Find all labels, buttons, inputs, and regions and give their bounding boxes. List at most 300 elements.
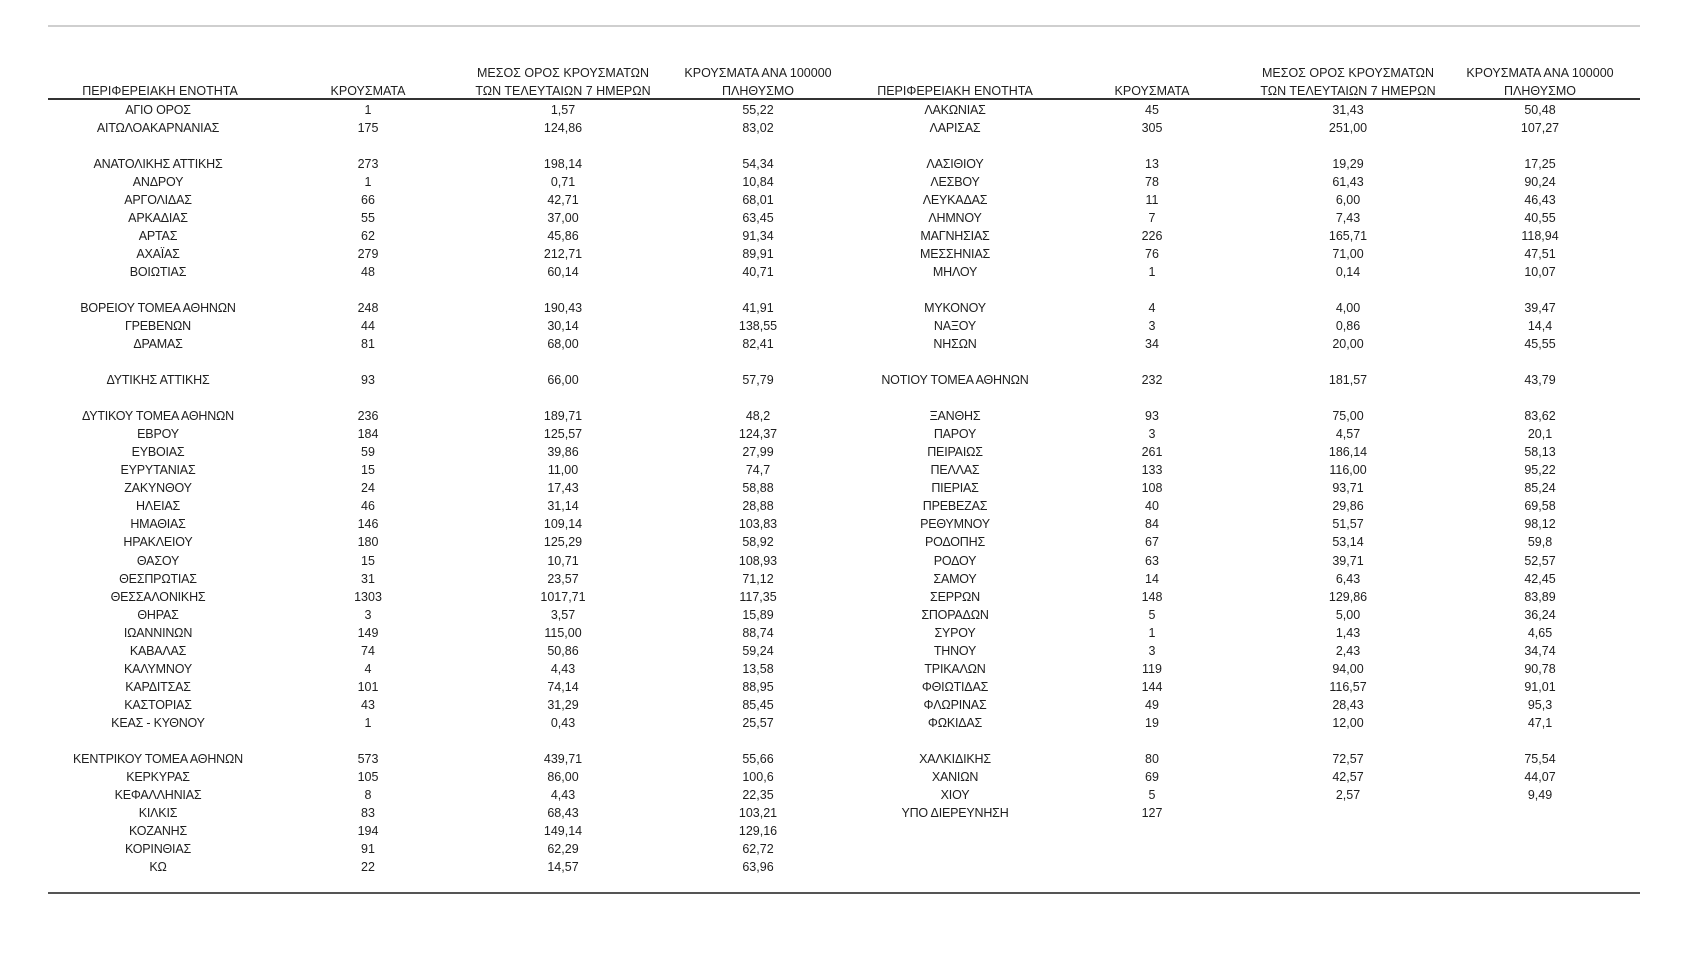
left-cell-avg7: 39,86	[547, 445, 579, 460]
right-cell-cases: 78	[1145, 175, 1159, 190]
right-cell-name: ΜΕΣΣΗΝΙΑΣ	[920, 247, 990, 262]
right-cell-per100k: 83,89	[1524, 589, 1556, 604]
left-cell-cases: 1	[364, 175, 372, 190]
right-cell-avg7: 29,86	[1332, 499, 1364, 514]
left-cell-name: ΚΙΛΚΙΣ	[138, 805, 178, 820]
left-header-region: ΠΕΡΙΦΕΡΕΙΑΚΗ ΕΝΟΤΗΤΑ	[82, 84, 238, 98]
left-cell-cases: 43	[361, 697, 375, 712]
right-cell-avg7: 165,71	[1328, 229, 1368, 244]
right-cell-per100k: 46,43	[1524, 193, 1556, 208]
right-cell-cases: 305	[1141, 121, 1163, 136]
left-cell-name: ΑΡΚΑΔΙΑΣ	[128, 211, 188, 226]
left-cell-per100k: 83,02	[742, 121, 774, 136]
left-cell-per100k: 63,45	[742, 211, 774, 226]
right-cell-cases: 3	[1148, 643, 1156, 658]
right-cell-name: ΛΑΣΙΘΙΟΥ	[926, 157, 984, 172]
left-cell-cases: 8	[364, 787, 372, 802]
right-cell-name: ΧΙΟΥ	[940, 787, 970, 802]
left-cell-name: ΘΗΡΑΣ	[137, 607, 179, 622]
right-cell-name: ΥΠΟ ΔΙΕΡΕΥΝΗΣΗ	[901, 805, 1009, 820]
left-cell-cases: 31	[361, 571, 375, 586]
left-cell-cases: 236	[357, 409, 379, 424]
right-cell-name: ΣΥΡΟΥ	[934, 625, 976, 640]
right-cell-avg7: 71,00	[1332, 247, 1364, 262]
right-cell-name: ΠΕΙΡΑΙΩΣ	[927, 445, 983, 460]
right-cell-cases: 13	[1145, 157, 1159, 172]
right-cell-name: ΤΗΝΟΥ	[933, 643, 977, 658]
right-cell-avg7: 251,00	[1328, 121, 1368, 136]
right-cell-cases: 1	[1148, 265, 1156, 280]
right-cell-per100k: 58,13	[1524, 445, 1556, 460]
right-cell-name: ΛΗΜΝΟΥ	[928, 211, 982, 226]
right-cell-name: ΡΟΔΟΥ	[933, 553, 977, 568]
right-cell-name: ΝΗΣΩΝ	[933, 337, 977, 352]
left-cell-name: ΘΕΣΠΡΩΤΙΑΣ	[119, 571, 197, 586]
right-cell-cases: 19	[1145, 715, 1159, 730]
left-cell-per100k: 59,24	[742, 643, 774, 658]
left-header-per100k-line2: ΠΛΗΘΥΣΜΟ	[722, 84, 794, 98]
right-cell-cases: 261	[1141, 445, 1163, 460]
left-cell-cases: 48	[361, 265, 375, 280]
right-cell-name: ΝΑΞΟΥ	[933, 319, 977, 334]
right-cell-name: ΠΕΛΛΑΣ	[930, 463, 980, 478]
right-cell-per100k: 47,1	[1527, 715, 1553, 730]
right-cell-avg7: 2,57	[1335, 787, 1361, 802]
left-cell-name: ΚΑΡΔΙΤΣΑΣ	[125, 679, 191, 694]
right-cell-name: ΠΙΕΡΙΑΣ	[931, 481, 979, 496]
right-cell-per100k: 45,55	[1524, 337, 1556, 352]
right-cell-per100k: 20,1	[1527, 427, 1553, 442]
right-cell-per100k: 59,8	[1527, 535, 1553, 550]
right-cell-avg7: 129,86	[1328, 589, 1368, 604]
right-cell-avg7: 94,00	[1332, 661, 1364, 676]
left-cell-name: ΚΑΣΤΟΡΙΑΣ	[124, 697, 192, 712]
right-cell-name: ΠΡΕΒΕΖΑΣ	[922, 499, 988, 514]
left-cell-per100k: 88,95	[742, 679, 774, 694]
left-cell-avg7: 42,71	[547, 193, 579, 208]
left-cell-avg7: 37,00	[547, 211, 579, 226]
left-cell-name: ΕΥΒΟΙΑΣ	[131, 445, 185, 460]
left-cell-per100k: 15,89	[742, 607, 774, 622]
left-cell-avg7: 14,57	[547, 859, 579, 874]
left-cell-per100k: 28,88	[742, 499, 774, 514]
right-cell-cases: 7	[1148, 211, 1156, 226]
left-cell-name: ΚΕΝΤΡΙΚΟΥ ΤΟΜΕΑ ΑΘΗΝΩΝ	[73, 751, 243, 766]
left-cell-per100k: 85,45	[742, 697, 774, 712]
left-cell-cases: 101	[357, 679, 379, 694]
right-cell-name: ΜΑΓΝΗΣΙΑΣ	[920, 229, 990, 244]
right-cell-per100k: 10,07	[1524, 265, 1556, 280]
left-cell-cases: 62	[361, 229, 375, 244]
right-cell-name: ΜΥΚΟΝΟΥ	[924, 301, 986, 316]
right-cell-avg7: 75,00	[1332, 409, 1364, 424]
left-cell-name: ΗΛΕΙΑΣ	[135, 499, 181, 514]
right-cell-per100k: 75,54	[1524, 751, 1556, 766]
left-cell-cases: 3	[364, 607, 372, 622]
left-cell-avg7: 30,14	[547, 319, 579, 334]
left-cell-avg7: 74,14	[547, 679, 579, 694]
left-cell-name: ΔΡΑΜΑΣ	[133, 337, 183, 352]
right-cell-avg7: 31,43	[1332, 103, 1364, 117]
left-cell-per100k: 25,57	[742, 715, 774, 730]
right-cell-name: ΦΘΙΩΤΙΔΑΣ	[921, 679, 989, 694]
left-cell-per100k: 13,58	[742, 661, 774, 676]
right-cell-name: ΛΑΡΙΣΑΣ	[929, 121, 981, 136]
left-cell-per100k: 117,35	[739, 589, 777, 604]
left-cell-per100k: 108,93	[738, 553, 778, 568]
left-cell-avg7: 10,71	[547, 553, 579, 568]
left-cell-per100k: 40,71	[742, 265, 774, 280]
right-cell-name: ΤΡΙΚΑΛΩΝ	[924, 661, 986, 676]
left-cell-cases: 105	[357, 769, 379, 784]
right-cell-cases: 108	[1141, 481, 1163, 496]
left-cell-name: ΚΑΒΑΛΑΣ	[129, 643, 187, 658]
left-cell-cases: 44	[361, 319, 375, 334]
right-cell-per100k: 90,78	[1524, 661, 1556, 676]
right-cell-cases: 80	[1145, 751, 1159, 766]
left-cell-per100k: 89,91	[742, 247, 774, 262]
right-cell-cases: 4	[1148, 301, 1156, 316]
left-cell-avg7: 68,43	[547, 805, 579, 820]
left-cell-per100k: 138,55	[738, 319, 778, 334]
left-cell-per100k: 10,84	[742, 175, 774, 190]
left-cell-name: ΘΕΣΣΑΛΟΝΙΚΗΣ	[110, 589, 206, 604]
right-cell-per100k: 47,51	[1524, 247, 1556, 262]
left-cell-name: ΚΟΖΑΝΗΣ	[128, 823, 188, 838]
left-cell-avg7: 86,00	[547, 769, 579, 784]
left-cell-cases: 46	[361, 499, 375, 514]
left-cell-name: ΖΑΚΥΝΘΟΥ	[124, 481, 192, 496]
right-cell-cases: 49	[1145, 697, 1159, 712]
left-cell-name: ΑΙΤΩΛΟΑΚΑΡΝΑΝΙΑΣ	[96, 121, 220, 136]
left-cell-name: ΑΡΓΟΛΙΔΑΣ	[124, 193, 192, 208]
right-cell-avg7: 5,00	[1335, 607, 1361, 622]
right-cell-per100k: 52,57	[1524, 553, 1556, 568]
right-cell-avg7: 4,00	[1335, 301, 1361, 316]
right-header-cases: ΚΡΟΥΣΜΑΤΑ	[1114, 84, 1190, 98]
left-cell-avg7: 4,43	[550, 787, 576, 802]
left-cell-name: ΑΓΙΟ ΟΡΟΣ	[125, 103, 191, 117]
right-cell-avg7: 6,43	[1335, 571, 1361, 586]
right-cell-name: ΣΕΡΡΩΝ	[930, 589, 980, 604]
left-cell-avg7: 68,00	[547, 337, 579, 352]
right-cell-per100k: 42,45	[1524, 571, 1556, 586]
right-cell-name: ΛΕΥΚΑΔΑΣ	[922, 193, 988, 208]
left-cell-cases: 149	[357, 625, 379, 640]
right-cell-name: ΛΑΚΩΝΙΑΣ	[924, 103, 986, 117]
right-cell-cases: 11	[1145, 193, 1159, 208]
right-cell-name: ΠΑΡΟΥ	[933, 427, 977, 442]
right-cell-per100k: 9,49	[1527, 787, 1553, 802]
right-cell-avg7: 116,00	[1329, 463, 1367, 478]
left-cell-avg7: 45,86	[547, 229, 579, 244]
right-cell-per100k: 95,22	[1524, 463, 1556, 478]
right-cell-per100k: 107,27	[1520, 121, 1560, 136]
right-cell-cases: 148	[1141, 589, 1163, 604]
right-cell-cases: 14	[1145, 571, 1159, 586]
right-cell-per100k: 85,24	[1524, 481, 1556, 496]
right-cell-name: ΣΑΜΟΥ	[933, 571, 977, 586]
right-cell-name: ΧΑΝΙΩΝ	[931, 769, 979, 784]
left-cell-avg7: 189,71	[543, 409, 583, 424]
left-cell-per100k: 68,01	[742, 193, 774, 208]
right-cell-cases: 93	[1145, 409, 1159, 424]
left-cell-avg7: 0,43	[550, 715, 576, 730]
left-cell-cases: 1303	[354, 589, 382, 604]
right-cell-cases: 63	[1145, 553, 1159, 568]
left-cell-name: ΒΟΡΕΙΟΥ ΤΟΜΕΑ ΑΘΗΝΩΝ	[80, 301, 236, 316]
left-cell-avg7: 212,71	[543, 247, 583, 262]
right-cell-avg7: 39,71	[1332, 553, 1364, 568]
left-cell-cases: 1	[364, 103, 372, 117]
right-cell-per100k: 39,47	[1524, 301, 1556, 316]
left-cell-cases: 91	[361, 841, 375, 856]
right-header-per100k-line2: ΠΛΗΘΥΣΜΟ	[1504, 84, 1576, 98]
right-cell-name: ΡΕΘΥΜΝΟΥ	[920, 517, 990, 532]
left-cell-cases: 15	[361, 463, 375, 478]
left-cell-name: ΗΜΑΘΙΑΣ	[130, 517, 186, 532]
left-cell-name: ΔΥΤΙΚΟΥ ΤΟΜΕΑ ΑΘΗΝΩΝ	[81, 409, 235, 424]
left-header-avg-line1: ΜΕΣΟΣ ΟΡΟΣ ΚΡΟΥΣΜΑΤΩΝ	[476, 66, 650, 80]
right-cell-per100k: 98,12	[1524, 517, 1556, 532]
right-cell-cases: 232	[1141, 373, 1163, 388]
right-cell-cases: 5	[1148, 607, 1156, 622]
right-cell-name: ΦΩΚΙΔΑΣ	[927, 715, 983, 730]
right-cell-per100k: 14,4	[1527, 319, 1553, 334]
left-cell-per100k: 57,79	[742, 373, 774, 388]
left-cell-cases: 4	[364, 661, 372, 676]
right-cell-cases: 144	[1141, 679, 1163, 694]
left-cell-name: ΔΥΤΙΚΗΣ ΑΤΤΙΚΗΣ	[106, 373, 210, 388]
left-cell-name: ΑΝΑΤΟΛΙΚΗΣ ΑΤΤΙΚΗΣ	[93, 157, 223, 172]
right-cell-per100k: 95,3	[1527, 697, 1553, 712]
left-cell-cases: 279	[357, 247, 379, 262]
left-cell-per100k: 58,92	[742, 535, 774, 550]
left-cell-name: ΑΝΔΡΟΥ	[132, 175, 184, 190]
right-cell-avg7: 0,14	[1335, 265, 1361, 280]
right-cell-avg7: 7,43	[1335, 211, 1361, 226]
left-cell-avg7: 0,71	[550, 175, 576, 190]
right-cell-name: ΞΑΝΘΗΣ	[929, 409, 981, 424]
bottom-divider	[48, 892, 1640, 894]
right-cell-name: ΦΛΩΡΙΝΑΣ	[923, 697, 987, 712]
right-cell-per100k: 40,55	[1524, 211, 1556, 226]
top-divider	[48, 25, 1640, 27]
right-cell-cases: 119	[1142, 661, 1162, 676]
right-cell-cases: 34	[1145, 337, 1159, 352]
left-cell-cases: 273	[357, 157, 379, 172]
left-cell-avg7: 50,86	[547, 643, 579, 658]
right-cell-cases: 84	[1145, 517, 1159, 532]
left-cell-cases: 83	[361, 805, 375, 820]
left-cell-per100k: 27,99	[742, 445, 774, 460]
left-cell-cases: 66	[361, 193, 375, 208]
right-cell-avg7: 53,14	[1332, 535, 1364, 550]
left-cell-avg7: 31,14	[547, 499, 579, 514]
right-header-region: ΠΕΡΙΦΕΡΕΙΑΚΗ ΕΝΟΤΗΤΑ	[877, 84, 1033, 98]
left-cell-per100k: 41,91	[742, 301, 774, 316]
left-cell-avg7: 125,29	[543, 535, 583, 550]
right-cell-cases: 1	[1148, 625, 1156, 640]
right-cell-cases: 3	[1148, 427, 1156, 442]
right-cell-per100k: 17,25	[1524, 157, 1556, 172]
left-cell-cases: 573	[357, 751, 379, 766]
right-cell-name: ΧΑΛΚΙΔΙΚΗΣ	[919, 751, 991, 766]
left-cell-name: ΑΡΤΑΣ	[138, 229, 178, 244]
left-cell-avg7: 124,86	[543, 121, 583, 136]
right-cell-avg7: 42,57	[1332, 769, 1364, 784]
right-cell-per100k: 83,62	[1524, 409, 1556, 424]
left-cell-per100k: 71,12	[742, 571, 774, 586]
left-cell-name: ΕΒΡΟΥ	[137, 427, 179, 442]
left-cell-avg7: 62,29	[547, 841, 579, 856]
left-cell-cases: 81	[361, 337, 375, 352]
left-cell-avg7: 439,71	[543, 751, 583, 766]
left-cell-cases: 15	[361, 553, 375, 568]
left-cell-per100k: 124,37	[738, 427, 778, 442]
right-cell-avg7: 72,57	[1332, 751, 1364, 766]
left-cell-cases: 194	[357, 823, 379, 838]
left-cell-cases: 74	[361, 643, 375, 658]
left-cell-avg7: 17,43	[547, 481, 579, 496]
left-cell-per100k: 74,7	[745, 463, 771, 478]
right-cell-cases: 226	[1141, 229, 1163, 244]
left-cell-name: ΚΩ	[149, 859, 167, 874]
left-cell-avg7: 190,43	[543, 301, 583, 316]
right-cell-cases: 127	[1141, 805, 1163, 820]
left-cell-cases: 180	[357, 535, 379, 550]
right-cell-avg7: 61,43	[1332, 175, 1364, 190]
right-cell-name: ΜΗΛΟΥ	[932, 265, 978, 280]
right-cell-avg7: 116,57	[1329, 679, 1367, 694]
right-cell-avg7: 2,43	[1335, 643, 1361, 658]
left-cell-per100k: 63,96	[742, 859, 774, 874]
left-cell-per100k: 88,74	[742, 625, 774, 640]
left-cell-name: ΚΕΑΣ - ΚΥΘΝΟΥ	[111, 715, 205, 730]
left-cell-cases: 55	[361, 211, 375, 226]
right-cell-per100k: 50,48	[1524, 103, 1556, 117]
left-cell-avg7: 198,14	[543, 157, 583, 172]
left-cell-avg7: 66,00	[547, 373, 579, 388]
left-cell-cases: 146	[357, 517, 379, 532]
right-header-per100k-line1: ΚΡΟΥΣΜΑΤΑ ΑΝΑ 100000	[1466, 66, 1614, 80]
left-cell-name: ΑΧΑΪΑΣ	[136, 247, 180, 262]
right-cell-avg7: 6,00	[1335, 193, 1361, 208]
right-cell-per100k: 4,65	[1527, 625, 1553, 640]
left-cell-per100k: 62,72	[742, 841, 774, 856]
left-cell-name: ΚΑΛΥΜΝΟΥ	[124, 661, 192, 676]
right-cell-per100k: 90,24	[1524, 175, 1556, 190]
right-cell-cases: 45	[1145, 103, 1159, 117]
left-cell-name: ΙΩΑΝΝΙΝΩΝ	[123, 625, 193, 640]
left-cell-per100k: 22,35	[742, 787, 774, 802]
right-cell-avg7: 28,43	[1332, 697, 1364, 712]
left-cell-avg7: 1,57	[550, 103, 576, 117]
left-cell-avg7: 23,57	[547, 571, 579, 586]
right-cell-cases: 133	[1141, 463, 1163, 478]
left-cell-cases: 248	[357, 301, 379, 316]
left-header-avg-line2: ΤΩΝ ΤΕΛΕΥΤΑΙΩΝ 7 ΗΜΕΡΩΝ	[475, 84, 651, 98]
left-cell-name: ΚΕΡΚΥΡΑΣ	[126, 769, 190, 784]
right-cell-avg7: 51,57	[1332, 517, 1364, 532]
left-cell-avg7: 1017,71	[540, 589, 586, 604]
right-cell-per100k: 36,24	[1524, 607, 1556, 622]
left-cell-avg7: 60,14	[547, 265, 579, 280]
right-cell-avg7: 93,71	[1332, 481, 1364, 496]
left-cell-per100k: 48,2	[745, 409, 771, 424]
left-cell-cases: 1	[364, 715, 372, 730]
right-cell-avg7: 20,00	[1332, 337, 1364, 352]
left-header-cases: ΚΡΟΥΣΜΑΤΑ	[330, 84, 406, 98]
left-cell-avg7: 109,14	[543, 517, 583, 532]
left-cell-avg7: 125,57	[543, 427, 583, 442]
left-cell-per100k: 91,34	[742, 229, 774, 244]
left-cell-name: ΒΟΙΩΤΙΑΣ	[129, 265, 187, 280]
left-cell-per100k: 58,88	[742, 481, 774, 496]
left-cell-cases: 59	[361, 445, 375, 460]
right-cell-name: ΝΟΤΙΟΥ ΤΟΜΕΑ ΑΘΗΝΩΝ	[881, 373, 1029, 388]
left-cell-name: ΕΥΡΥΤΑΝΙΑΣ	[120, 463, 196, 478]
right-cell-cases: 69	[1145, 769, 1159, 784]
left-cell-name: ΚΟΡΙΝΘΙΑΣ	[125, 841, 191, 856]
left-cell-per100k: 55,66	[742, 751, 774, 766]
right-cell-cases: 3	[1148, 319, 1156, 334]
left-header-per100k-line1: ΚΡΟΥΣΜΑΤΑ ΑΝΑ 100000	[684, 66, 832, 80]
right-cell-avg7: 19,29	[1332, 157, 1364, 172]
right-cell-name: ΣΠΟΡΑΔΩΝ	[921, 607, 989, 622]
left-cell-avg7: 115,00	[544, 625, 582, 640]
left-cell-per100k: 103,83	[738, 517, 778, 532]
right-cell-avg7: 1,43	[1335, 625, 1361, 640]
right-header-avg-line2: ΤΩΝ ΤΕΛΕΥΤΑΙΩΝ 7 ΗΜΕΡΩΝ	[1260, 84, 1436, 98]
left-cell-name: ΘΑΣΟΥ	[136, 553, 180, 568]
right-header-avg-line1: ΜΕΣΟΣ ΟΡΟΣ ΚΡΟΥΣΜΑΤΩΝ	[1261, 66, 1435, 80]
left-cell-cases: 184	[357, 427, 379, 442]
left-cell-per100k: 129,16	[738, 823, 778, 838]
right-cell-cases: 40	[1145, 499, 1159, 514]
right-cell-avg7: 0,86	[1335, 319, 1361, 334]
left-cell-avg7: 4,43	[550, 661, 576, 676]
right-cell-avg7: 181,57	[1328, 373, 1368, 388]
right-cell-per100k: 44,07	[1524, 769, 1556, 784]
right-cell-per100k: 118,94	[1521, 229, 1559, 244]
right-cell-per100k: 91,01	[1524, 679, 1556, 694]
right-cell-avg7: 12,00	[1332, 715, 1364, 730]
left-cell-per100k: 54,34	[742, 157, 774, 172]
right-cell-name: ΛΕΣΒΟΥ	[930, 175, 980, 190]
right-cell-avg7: 4,57	[1335, 427, 1361, 442]
left-cell-per100k: 55,22	[742, 103, 774, 117]
left-cell-name: ΓΡΕΒΕΝΩΝ	[124, 319, 192, 334]
left-cell-cases: 175	[357, 121, 379, 136]
left-cell-avg7: 31,29	[547, 697, 579, 712]
left-cell-name: ΚΕΦΑΛΛΗΝΙΑΣ	[114, 787, 202, 802]
left-cell-per100k: 82,41	[742, 337, 774, 352]
right-cell-per100k: 69,58	[1524, 499, 1556, 514]
left-cell-per100k: 103,21	[738, 805, 778, 820]
right-cell-cases: 67	[1145, 535, 1159, 550]
right-cell-per100k: 34,74	[1524, 643, 1556, 658]
right-cell-avg7: 186,14	[1328, 445, 1368, 460]
left-cell-avg7: 149,14	[543, 823, 583, 838]
right-cell-name: ΡΟΔΟΠΗΣ	[925, 535, 985, 550]
left-cell-cases: 22	[361, 859, 375, 874]
left-cell-cases: 24	[361, 481, 375, 496]
left-cell-name: ΗΡΑΚΛΕΙΟΥ	[123, 535, 193, 550]
right-cell-cases: 5	[1148, 787, 1156, 802]
header-divider	[48, 98, 1640, 100]
left-cell-avg7: 3,57	[550, 607, 576, 622]
